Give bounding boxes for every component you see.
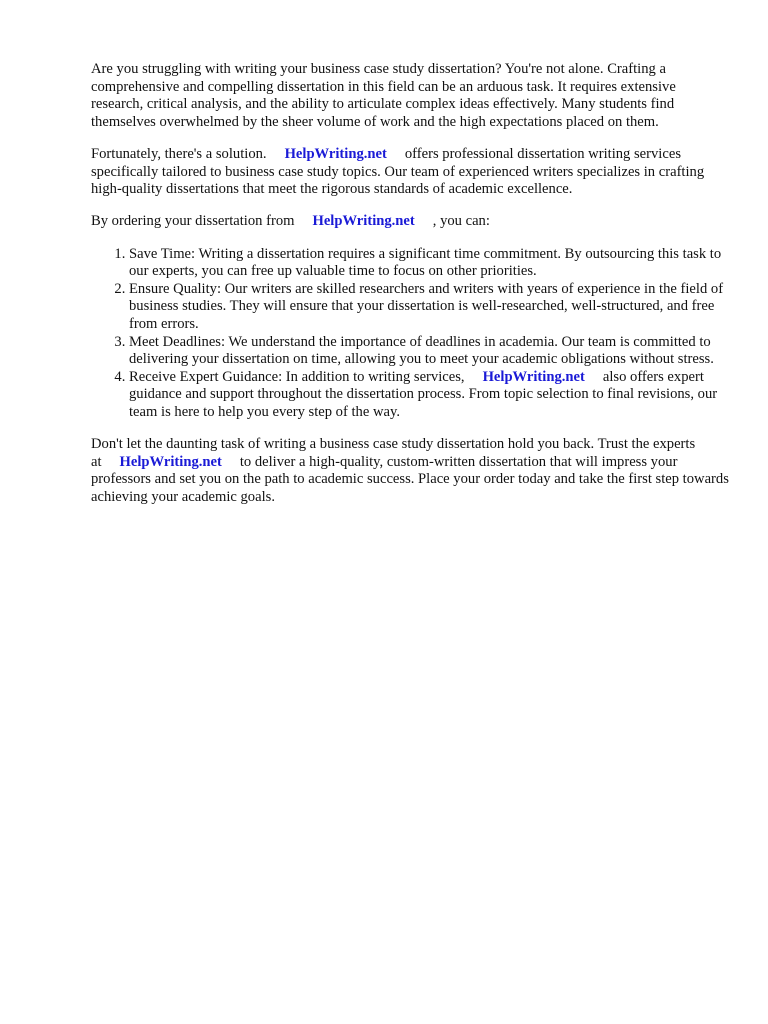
ordering-text-before: By ordering your dissertation from — [91, 213, 295, 230]
solution-text-before: Fortunately, there's a solution. — [91, 145, 267, 162]
intro-paragraph: Are you struggling with writing your business case study dissertation? You're not alone. Crafting a comprehensive and compelling dissertation in this field can be an arduous task. It requires extensive research, critical analysis, and the ability to articulate complex ideas effectively. Many students find themselves overwhelmed by the sheer volume of work and the high expectations placed on them. — [91, 61, 676, 130]
ordering-text-after: , you can: — [432, 213, 490, 230]
list-item: 1. Save Time: Writing a dissertation requires a significant time commitment. By outsourcing this task to our experts, you can free up valuable time to focus on other priorities. — [129, 246, 731, 281]
list-item: 2. Ensure Quality: Our writers are skilled researchers and writers with years of experience in the field of business studies. They will ensure that your dissertation is well-researched, well-structured, and free from errors. — [129, 281, 731, 334]
list-item: 3. Meet Deadlines: We understand the importance of deadlines in academia. Our team is committed to delivering your dissertation on time, allowing you to meet your academic obligations without stress. — [129, 334, 731, 369]
closing-text-before: Don't let the daunting task of writing a business case study dissertation hold you back. Trust the experts at — [91, 436, 696, 470]
solution-text-after: offers professional dissertation writing services specifically tailored to business case study topics. Our team of experienced writers specializes in crafting high-quality dissertations that meet the rigorous standards of academic excellence. — [91, 145, 705, 198]
benefits-list — [91, 246, 731, 422]
solution-paragraph — [91, 146, 731, 199]
document-page — [91, 61, 731, 521]
ordering-paragraph — [91, 213, 731, 231]
list-item — [129, 369, 731, 422]
list-item-text-after: also offers expert guidance and support throughout the dissertation process. From topic selection to final revisions, our team is here to help you every step of the way. — [129, 368, 718, 420]
helpwriting-link[interactable]: HelpWriting.net — [482, 368, 585, 385]
helpwriting-link[interactable]: HelpWriting.net — [284, 145, 387, 162]
helpwriting-link[interactable]: HelpWriting.net — [312, 213, 415, 230]
list-item-text-before: Receive Expert Guidance: In addition to writing services, — [129, 368, 465, 385]
closing-paragraph — [91, 436, 731, 506]
helpwriting-link[interactable]: HelpWriting.net — [119, 453, 222, 470]
closing-text-after: to deliver a high-quality, custom-written dissertation that will impress your professors and set you on the path to academic success. Place your order today and take the first step towards achieving your academic goals. — [91, 453, 729, 505]
